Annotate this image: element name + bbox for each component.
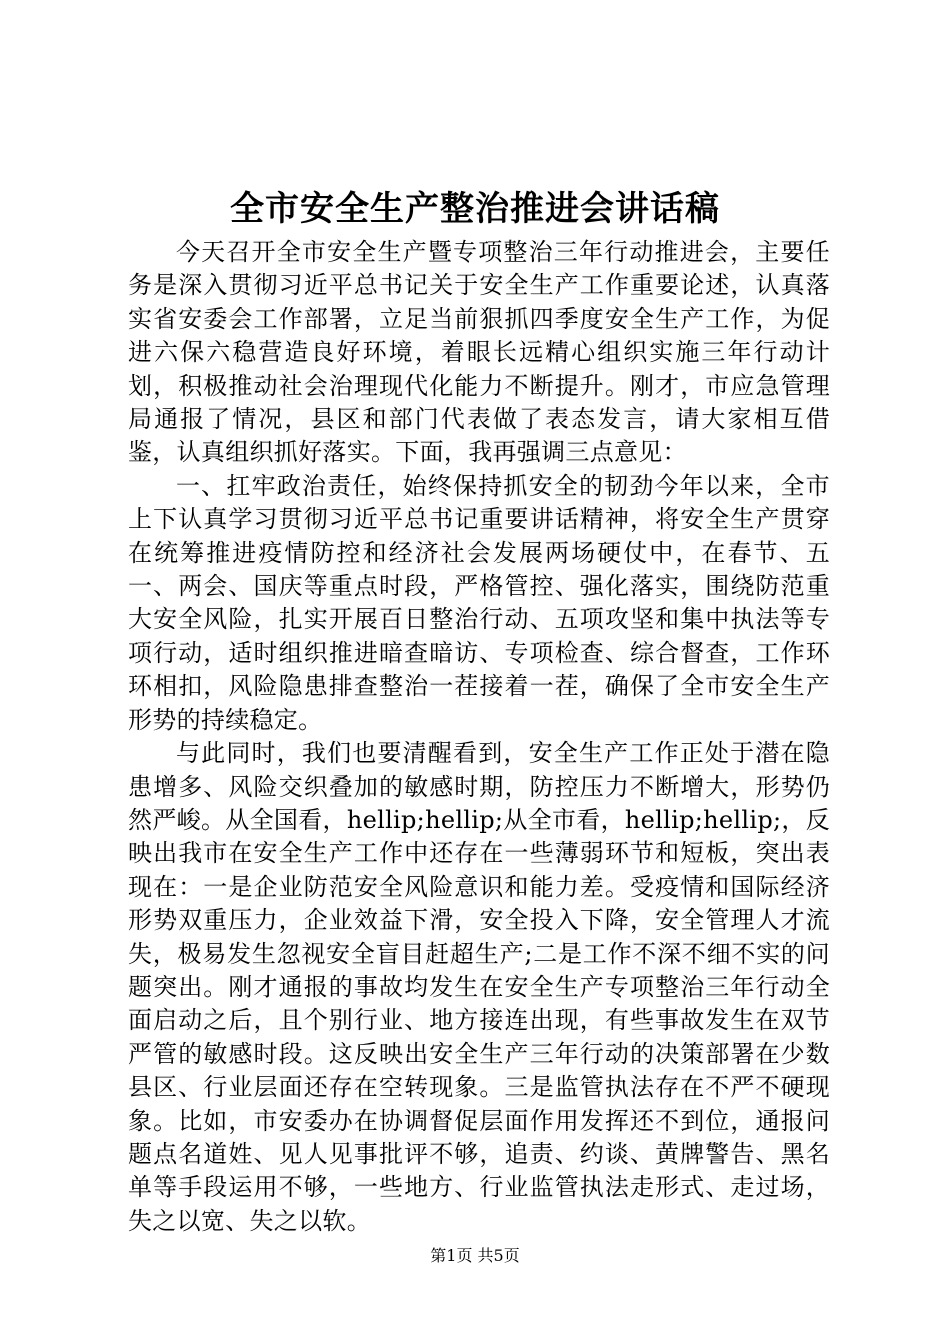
document-body <box>128 236 830 1238</box>
paragraph-section-one: 一、扛牢政治责任，始终保持抓安全的韧劲今年以来，全市上下认真学习贯彻习近平总书记重要讲话精神，将安全生产贯穿在统筹推进疫情防控和经济社会发展两场硬仗中，在春节、五一、两会、国庆等重点时段，严格管控、强化落实，围绕防范重大安全风险，扎实开展百日整治行动、五项攻坚和集中执法等专项行动，适时组织推进暗查暗访、专项检查、综合督查，工作环环相扣，风险隐患排查整治一茬接着一茬，确保了全市安全生产形势的持续稳定。 <box>128 471 830 734</box>
paragraph-meanwhile: 与此同时，我们也要清醒看到，安全生产工作正处于潜在隐患增多、风险交织叠加的敏感时期，防控压力不断增大，形势仍然严峻。从全国看，hellip;hellip;从全市看，hellip;hellip;，反映出我市在安全生产工作中还存在一些薄弱环节和短板，突出表现在：一是企业防范安全风险意识和能力差。受疫情和国际经济形势双重压力，企业效益下滑，安全投入下降，安全管理人才流失，极易发生忽视安全盲目赶超生产;二是工作不深不细不实的问题突出。刚才通报的事故均发生在安全生产专项整治三年行动全面启动之后，且个别行业、地方接连出现，有些事故发生在双节严管的敏感时段。这反映出安全生产三年行动的决策部署在少数县区、行业层面还存在空转现象。三是监管执法存在不严不硬现象。比如，市安委办在协调督促层面作用发挥还不到位，通报问题点名道姓、见人见事批评不够，追责、约谈、黄牌警告、黑名单等手段运用不够，一些地方、行业监管执法走形式、走过场，失之以宽、失之以软。 <box>128 739 830 1235</box>
page-number-footer: 第1页 共5页 <box>430 1246 520 1265</box>
paragraph-intro: 今天召开全市安全生产暨专项整治三年行动推进会，主要任务是深入贯彻习近平总书记关于安全生产工作重要论述，认真落实省安委会工作部署，立足当前狠抓四季度安全生产工作，为促进六保六稳营造良好环境，着眼长远精心组织实施三年行动计划，积极推动社会治理现代化能力不断提升。刚才，市应急管理局通报了情况，县区和部门代表做了表态发言，请大家相互借鉴，认真组织抓好落实。下面，我再强调三点意见： <box>128 238 830 467</box>
document-title: 全市安全生产整治推进会讲话稿 <box>230 189 720 229</box>
